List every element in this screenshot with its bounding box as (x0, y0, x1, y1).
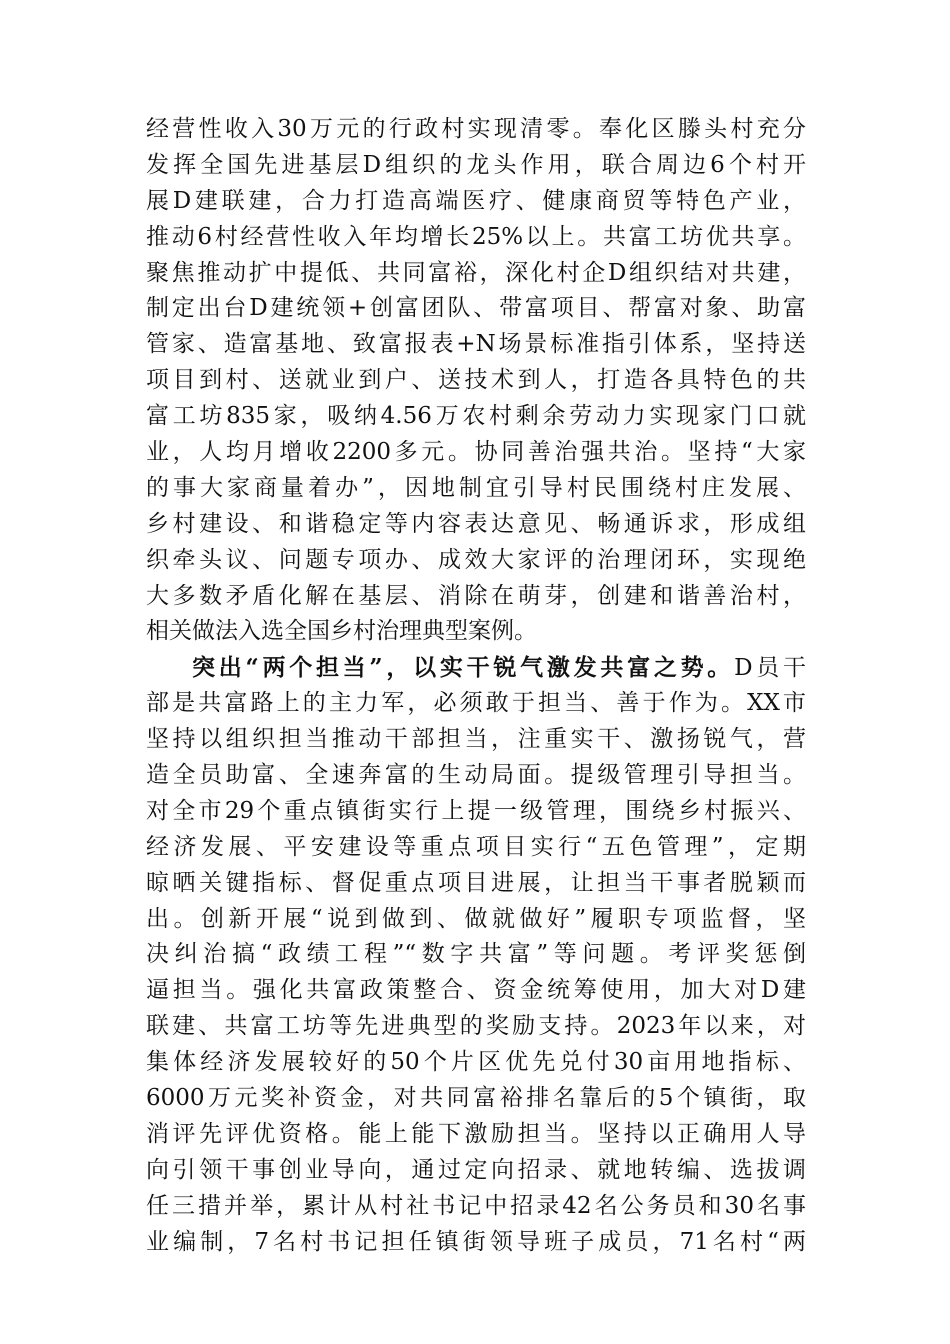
text-line: 任三措并举，累计从村社书记中招录42名公务员和30名事 (146, 1192, 806, 1219)
text-line: 的事大家商量着办”，因地制宜引导村民围绕村庄发展、 (146, 474, 806, 501)
text-line: 经济发展、平安建设等重点项目实行“五色管理”，定期 (146, 833, 806, 860)
text-line: 联建、共富工坊等先进典型的奖励支持。2023年以来，对 (146, 1013, 806, 1040)
text-line: 坚持以组织担当推动干部担当，注重实干、激扬锐气，营 (146, 726, 806, 753)
text-line: 6000万元奖补资金，对共同富裕排名靠后的5个镇街，取 (146, 1085, 806, 1112)
text-line: 富工坊835家，吸纳4.56万农村剩余劳动力实现家门口就 (146, 403, 806, 430)
text-line: 部是共富路上的主力军，必须敢于担当、善于作为。XX市 (146, 690, 806, 717)
text-line: 业，人均月增收2200多元。协同善治强共治。坚持“大家 (146, 439, 806, 466)
text-line: 发挥全国先进基层D组织的龙头作用，联合周边6个村开 (146, 151, 806, 178)
text-line: 消评先评优资格。能上能下激励担当。坚持以正确用人导 (146, 1120, 806, 1147)
text-line: 逼担当。强化共富政策整合、资金统筹使用，加大对D建 (146, 977, 806, 1004)
text-line: 造全员助富、全速奔富的生动局面。提级管理引导担当。 (146, 762, 806, 789)
text-line: 出。创新开展“说到做到、做就做好”履职专项监督，坚 (146, 905, 806, 932)
text-line: 织牵头议、问题专项办、成效大家评的治理闭环，实现绝 (146, 546, 806, 573)
text-line: 晾晒关键指标、督促重点项目进展，让担当干事者脱颖而 (146, 869, 806, 896)
text-line: 业编制，7名村书记担任镇街领导班子成员，71名村“两 (146, 1228, 806, 1255)
text-line: 制定出台D建统领+创富团队、带富项目、帮富对象、助富 (146, 295, 806, 322)
text-line: 大多数矛盾化解在基层、消除在萌芽，创建和谐善治村， (146, 582, 806, 609)
text-line: 集体经济发展较好的50个片区优先兑付30亩用地指标、 (146, 1049, 806, 1076)
heading-line-continuation: D员干 (734, 655, 806, 682)
paragraph-heading: 突出“两个担当”，以实干锐气激发共富之势。 (192, 654, 735, 682)
text-line: 项目到村、送就业到户、送技术到人，打造各具特色的共 (146, 367, 806, 394)
text-line: 相关做法入选全国乡村治理典型案例。 (146, 618, 537, 645)
text-line: 展D建联建，合力打造高端医疗、健康商贸等特色产业， (146, 187, 806, 214)
paragraph-heading-line (146, 650, 806, 686)
document-body (146, 112, 806, 1261)
text-line: 经营性收入30万元的行政村实现清零。奉化区滕头村充分 (146, 116, 806, 142)
text-line: 推动6村经营性收入年均增长25%以上。共富工坊优共享。 (146, 223, 806, 250)
text-line: 向引领干事创业导向，通过定向招录、就地转编、选拔调 (146, 1156, 806, 1183)
text-line: 管家、造富基地、致富报表+N场景标准指引体系，坚持送 (146, 331, 806, 358)
text-line: 聚焦推动扩中提低、共同富裕，深化村企D组织结对共建， (146, 259, 806, 286)
text-line: 乡村建设、和谐稳定等内容表达意见、畅通诉求，形成组 (146, 510, 806, 537)
text-line: 对全市29个重点镇街实行上提一级管理，围绕乡村振兴、 (146, 797, 806, 824)
text-line: 决纠治搞“政绩工程”“数字共富”等问题。考评奖惩倒 (146, 941, 806, 968)
